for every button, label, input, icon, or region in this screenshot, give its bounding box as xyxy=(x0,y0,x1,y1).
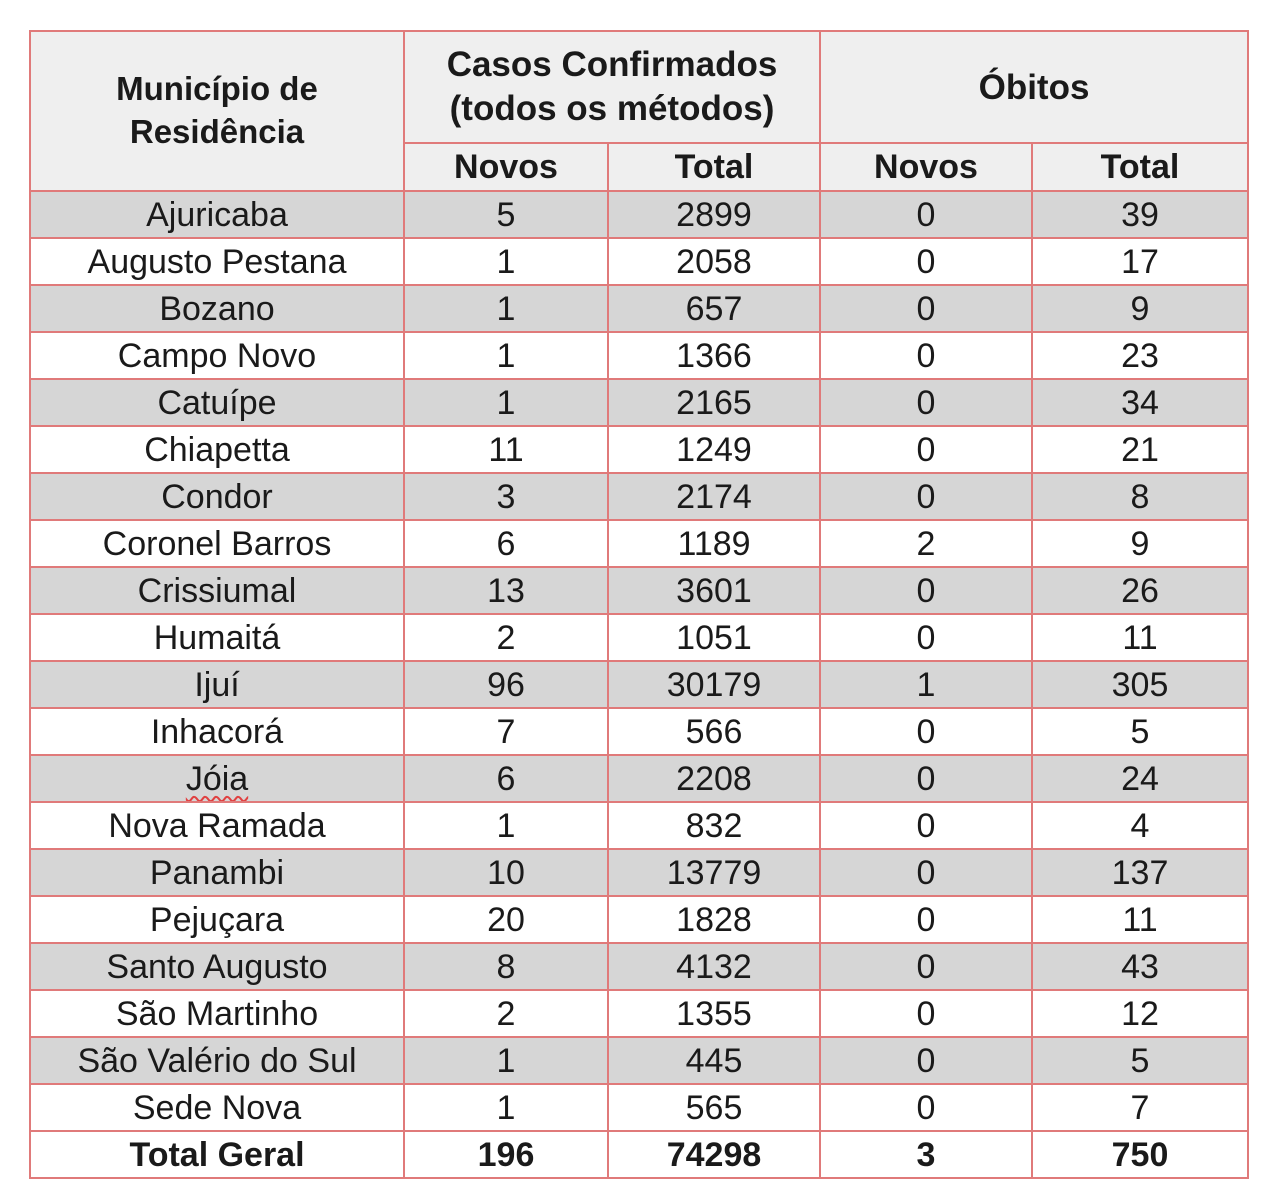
cell-casos-novos: 20 xyxy=(404,896,608,943)
cell-municipio xyxy=(30,755,404,802)
cell-casos-total: 30179 xyxy=(608,661,820,708)
cell-obitos-total: 34 xyxy=(1032,379,1248,426)
cell-obitos-total: 11 xyxy=(1032,614,1248,661)
cell-obitos-novos: 0 xyxy=(820,896,1032,943)
total-label: Total Geral xyxy=(30,1131,404,1178)
cell-obitos-total: 5 xyxy=(1032,708,1248,755)
cell-casos-novos: 13 xyxy=(404,567,608,614)
table-row xyxy=(30,755,1248,802)
cell-casos-novos: 1 xyxy=(404,802,608,849)
header-municipio-line2: Residência xyxy=(129,113,305,150)
table-row xyxy=(30,238,1248,285)
cell-municipio: São Valério do Sul xyxy=(30,1037,404,1084)
cell-casos-novos: 1 xyxy=(404,238,608,285)
cell-obitos-novos: 0 xyxy=(820,943,1032,990)
cell-obitos-total: 137 xyxy=(1032,849,1248,896)
cell-obitos-total: 4 xyxy=(1032,802,1248,849)
cell-obitos-total: 23 xyxy=(1032,332,1248,379)
table-row xyxy=(30,426,1248,473)
cell-casos-novos: 1 xyxy=(404,1084,608,1131)
cell-municipio: Catuípe xyxy=(30,379,404,426)
cell-obitos-novos: 0 xyxy=(820,849,1032,896)
table-row xyxy=(30,849,1248,896)
cell-obitos-novos: 0 xyxy=(820,473,1032,520)
cell-casos-novos: 11 xyxy=(404,426,608,473)
cell-casos-novos: 1 xyxy=(404,379,608,426)
cell-casos-novos: 6 xyxy=(404,755,608,802)
cell-obitos-total: 43 xyxy=(1032,943,1248,990)
cell-obitos-novos: 0 xyxy=(820,238,1032,285)
table-row xyxy=(30,614,1248,661)
total-row xyxy=(30,1131,1248,1178)
cell-municipio: Ajuricaba xyxy=(30,191,404,238)
cell-casos-novos: 1 xyxy=(404,1037,608,1084)
cell-municipio: Condor xyxy=(30,473,404,520)
header-casos-line2: (todos os métodos) xyxy=(449,89,775,128)
table-row xyxy=(30,896,1248,943)
cell-obitos-novos: 0 xyxy=(820,567,1032,614)
cell-casos-total: 3601 xyxy=(608,567,820,614)
header-obitos-novos: Novos xyxy=(820,143,1032,191)
cell-municipio: Coronel Barros xyxy=(30,520,404,567)
table-row xyxy=(30,708,1248,755)
table-row xyxy=(30,191,1248,238)
cell-casos-novos: 6 xyxy=(404,520,608,567)
cell-casos-total: 2208 xyxy=(608,755,820,802)
cell-casos-novos: 8 xyxy=(404,943,608,990)
cell-obitos-novos: 0 xyxy=(820,802,1032,849)
cell-municipio: Chiapetta xyxy=(30,426,404,473)
cell-obitos-total: 21 xyxy=(1032,426,1248,473)
cell-municipio: Sede Nova xyxy=(30,1084,404,1131)
table-row xyxy=(30,802,1248,849)
total-obitos-total: 750 xyxy=(1032,1131,1248,1178)
header-row-main xyxy=(30,31,1248,143)
cell-casos-total: 566 xyxy=(608,708,820,755)
cell-obitos-novos: 0 xyxy=(820,708,1032,755)
cell-obitos-novos: 0 xyxy=(820,990,1032,1037)
cell-obitos-novos: 0 xyxy=(820,755,1032,802)
header-casos-line1: Casos Confirmados xyxy=(446,45,778,85)
cell-casos-total: 1249 xyxy=(608,426,820,473)
total-casos-novos: 196 xyxy=(404,1131,608,1178)
cell-municipio: Panambi xyxy=(30,849,404,896)
cell-casos-total: 1051 xyxy=(608,614,820,661)
table-row xyxy=(30,473,1248,520)
cell-municipio: Ijuí xyxy=(30,661,404,708)
cell-casos-total: 1828 xyxy=(608,896,820,943)
cell-obitos-total: 24 xyxy=(1032,755,1248,802)
header-municipio-line1: Município de xyxy=(116,70,318,108)
cell-municipio: Nova Ramada xyxy=(30,802,404,849)
cell-casos-total: 445 xyxy=(608,1037,820,1084)
cell-casos-total: 13779 xyxy=(608,849,820,896)
table-row xyxy=(30,1084,1248,1131)
cell-casos-total: 2899 xyxy=(608,191,820,238)
cell-municipio: Pejuçara xyxy=(30,896,404,943)
cell-casos-total: 2165 xyxy=(608,379,820,426)
cell-municipio: Humaitá xyxy=(30,614,404,661)
header-casos-novos: Novos xyxy=(404,143,608,191)
cell-casos-total: 2058 xyxy=(608,238,820,285)
table-row xyxy=(30,943,1248,990)
cell-municipio: Inhacorá xyxy=(30,708,404,755)
cell-casos-total: 565 xyxy=(608,1084,820,1131)
cell-casos-total: 1355 xyxy=(608,990,820,1037)
cell-obitos-total: 17 xyxy=(1032,238,1248,285)
cell-obitos-novos: 0 xyxy=(820,191,1032,238)
cell-obitos-novos: 2 xyxy=(820,520,1032,567)
cell-casos-total: 832 xyxy=(608,802,820,849)
cell-obitos-novos: 0 xyxy=(820,285,1032,332)
cell-casos-total: 1366 xyxy=(608,332,820,379)
covid-cases-table xyxy=(29,30,1249,1179)
cell-casos-total: 1189 xyxy=(608,520,820,567)
cell-municipio: Campo Novo xyxy=(30,332,404,379)
cell-obitos-total: 11 xyxy=(1032,896,1248,943)
cell-obitos-total: 8 xyxy=(1032,473,1248,520)
cell-obitos-total: 5 xyxy=(1032,1037,1248,1084)
cell-municipio-text: Jóia xyxy=(185,759,249,798)
table-row xyxy=(30,379,1248,426)
cell-casos-total: 657 xyxy=(608,285,820,332)
cell-casos-novos: 5 xyxy=(404,191,608,238)
table-row xyxy=(30,567,1248,614)
cell-obitos-novos: 0 xyxy=(820,426,1032,473)
cell-casos-total: 2174 xyxy=(608,473,820,520)
total-obitos-novos: 3 xyxy=(820,1131,1032,1178)
header-casos-total: Total xyxy=(608,143,820,191)
header-municipio xyxy=(30,31,404,191)
header-obitos: Óbitos xyxy=(820,31,1248,143)
table-row xyxy=(30,990,1248,1037)
cell-obitos-total: 26 xyxy=(1032,567,1248,614)
cell-casos-novos: 96 xyxy=(404,661,608,708)
cell-municipio: Bozano xyxy=(30,285,404,332)
cell-casos-novos: 1 xyxy=(404,285,608,332)
table-body xyxy=(30,191,1248,1178)
cell-obitos-novos: 0 xyxy=(820,379,1032,426)
cell-casos-novos: 2 xyxy=(404,990,608,1037)
cell-casos-novos: 2 xyxy=(404,614,608,661)
cell-casos-novos: 3 xyxy=(404,473,608,520)
total-casos-total: 74298 xyxy=(608,1131,820,1178)
table-row xyxy=(30,661,1248,708)
cell-casos-novos: 1 xyxy=(404,332,608,379)
table-row xyxy=(30,332,1248,379)
covid-table-container xyxy=(29,30,1247,1179)
cell-municipio: São Martinho xyxy=(30,990,404,1037)
cell-obitos-total: 305 xyxy=(1032,661,1248,708)
cell-municipio: Augusto Pestana xyxy=(30,238,404,285)
cell-obitos-total: 7 xyxy=(1032,1084,1248,1131)
cell-obitos-novos: 0 xyxy=(820,614,1032,661)
header-casos-confirmados xyxy=(404,31,820,143)
cell-obitos-total: 9 xyxy=(1032,285,1248,332)
cell-casos-novos: 7 xyxy=(404,708,608,755)
table-row xyxy=(30,1037,1248,1084)
cell-casos-novos: 10 xyxy=(404,849,608,896)
table-row xyxy=(30,520,1248,567)
table-row xyxy=(30,285,1248,332)
cell-obitos-total: 9 xyxy=(1032,520,1248,567)
cell-obitos-novos: 0 xyxy=(820,1037,1032,1084)
cell-municipio: Santo Augusto xyxy=(30,943,404,990)
cell-casos-total: 4132 xyxy=(608,943,820,990)
cell-obitos-novos: 0 xyxy=(820,332,1032,379)
cell-obitos-novos: 0 xyxy=(820,1084,1032,1131)
cell-obitos-novos: 1 xyxy=(820,661,1032,708)
cell-obitos-total: 12 xyxy=(1032,990,1248,1037)
cell-municipio: Crissiumal xyxy=(30,567,404,614)
cell-obitos-total: 39 xyxy=(1032,191,1248,238)
header-obitos-total: Total xyxy=(1032,143,1248,191)
